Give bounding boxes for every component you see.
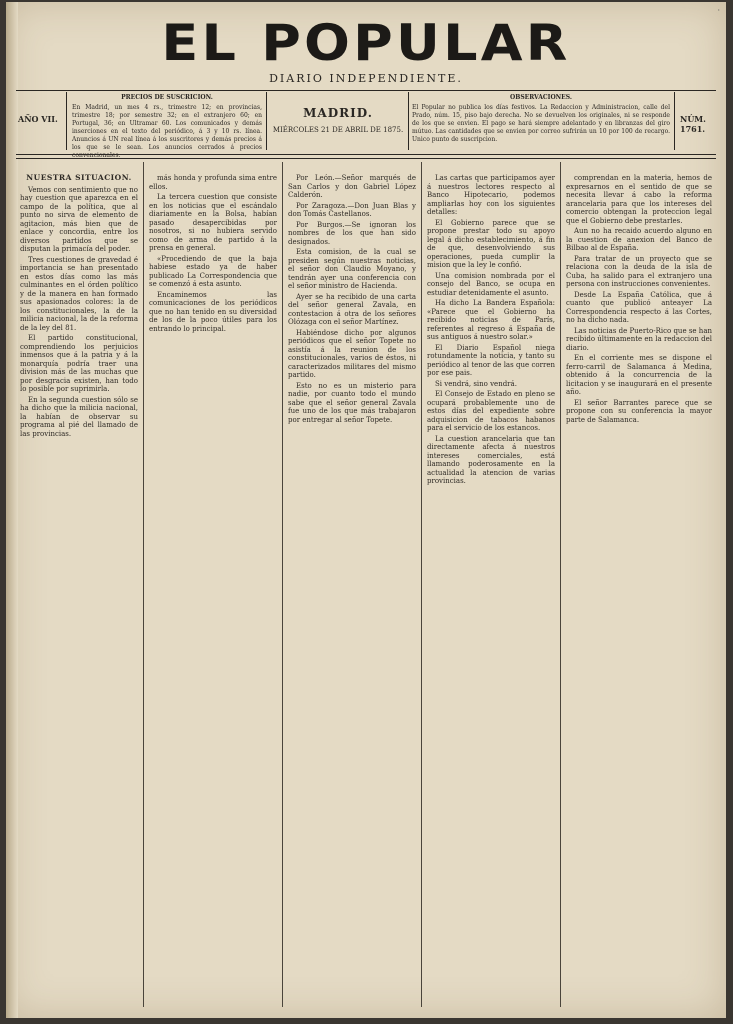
observations-title: OBSERVACIONES. [510, 94, 572, 101]
page-corner-mark: · [717, 6, 720, 15]
newspaper-subtitle: DIARIO INDEPENDIENTE. [269, 72, 463, 85]
newspaper-title: EL POPULAR [161, 14, 571, 72]
column-rule [143, 162, 144, 1007]
issue-date: MIÉRCOLES 21 DE ABRIL DE 1875. [272, 126, 404, 134]
paragraph: En el corriente mes se dispone el ferro-carril de Salamanca á Medina, obtenido á la concurrencia de la licitacion y se inaugurará en el presente año. [566, 354, 712, 396]
paragraph: Ayer se ha recibido de una carta del señor general Zavala, en contestacion á otra de los señores Olózaga con el señor Martínez. [288, 292, 416, 326]
paragraph: Si vendrá, sino vendrá. [435, 379, 517, 388]
header-band [16, 92, 716, 159]
paragraph: «Procediendo de que la baja habiese estado ya de haber publicado La Correspondencia que se comenzó á esta asunto. [149, 254, 277, 288]
header-bottom-rule-2 [16, 158, 716, 159]
year-label: AÑO VII. [18, 114, 58, 124]
article-title: NUESTRA SITUACION. [26, 174, 132, 182]
column-2 [149, 174, 277, 994]
paragraph: más honda y profunda sima entre ellos. [149, 174, 277, 191]
header-divider [674, 92, 675, 150]
city-name: MADRID. [303, 106, 373, 120]
masthead [6, 16, 726, 85]
column-5 [566, 174, 712, 994]
column-rule [421, 162, 422, 1007]
paragraph: Las noticias de Puerto-Rico que se han recibido últimamente en la redaccion del diario. [566, 326, 712, 352]
paragraph: Esto no es un misterio para nadie, por cuanto todo el mundo sabe que el señor general Zavala fue uno de los que más trabajaron por entregar al señor Topete. [288, 381, 416, 424]
paragraph: Aun no ha recaido acuerdo alguno en la cuestion de anexion del Banco de Bilbao al de España. [566, 227, 712, 252]
subscription-text: En Madrid, un mes 4 rs., trimestre 12; en provincias, trimestre 18; por semestre 32; en el extranjero 60; en Portugal, 36; en Ultramar 60. Los comunicados y demás inserciones en el texto del periódico, á 3 y 10 rs. línea. Anuncios á UN real línea á los suscritores y demás precios á los que se le sean. Los anuncios cerrados á precios convencionales. [72, 104, 262, 159]
paragraph: Por Burgos.—Se ignoran los nombres de los que han sido designados. [288, 220, 416, 246]
paragraph: Vemos con sentimiento que no hay cuestion que aparezca en el campo de la política, que al punto no sirva de elemento de agitacion, más bien que de enlace y concordia, entre los diversos partidos que se disputan la primacía del poder. [20, 185, 138, 253]
paragraph: Para tratar de un proyecto que se relaciona con la deuda de la isla de Cuba, ha salido para el extranjero una persona con instrucciones convenientes. [566, 254, 712, 288]
header-divider [66, 92, 67, 150]
column-4 [427, 174, 555, 994]
paragraph: Las cartas que participamos ayer á nuestros lectores respecto al Banco Hipotecario, podemos ampliarlas hoy con los siguientes detalles: [427, 174, 555, 216]
paragraph: El Gobierno parece que se propone prestar todo su apoyo legal á dicho establecimiento, á fin de que, desenvolviendo sus operaciones, pueda cumplir la mision que la ley le confió. [427, 218, 555, 269]
header-divider [266, 92, 267, 150]
paragraph: Encaminemos las comunicaciones de los periódicos que no han tenido en su diversidad de los de la poco útiles para los entrando lo principal. [149, 290, 277, 333]
paragraph: Desde La España Católica, que á cuanto que publicó anteayer La Correspondencia respecto á las Cortes, no ha dicho nada. [566, 290, 712, 324]
paragraph: Por Zaragoza.—Don Juan Blas y don Tomás Castellanos. [288, 201, 416, 218]
paragraph: Ha dicho La Bandera Española: «Parece que el Gobierno ha recibido noticias de París, referentes al regreso á España de sus antiguos á nuestro solar.» [427, 299, 555, 341]
header-divider [408, 92, 409, 150]
observations-text: El Popular no publica los días festivos. La Redaccion y Administracion, calle del Prado, núm. 15, piso bajo derecha. No se devuelven los originales, ni se responde de los que se envien. El pago se hará siempre adelantado y en libranzas del giro mútuo. Las cantidades que se envien por correo sufrirán un 10 por 100 de recargo. Unico punto de suscripcion. [412, 104, 670, 143]
paragraph: El partido constitucional, comprendiendo los perjuicios inmensos que á la patria y á la monarquía podría traer una division más de las muchas que por desgracia existen, han todo lo posible por suprimirla. [20, 334, 138, 393]
header-bottom-rule [16, 154, 716, 155]
paragraph: Esta comision, de la cual se presiden según nuestras noticias, el señor don Claudio Moyano, y tendrán ayer una conferencia con el señor ministro de Hacienda. [288, 248, 416, 290]
column-1 [20, 174, 138, 994]
paragraph: Por León.—Señor marqués de San Carlos y don Gabriel López Calderón. [288, 174, 416, 199]
paragraph: La cuestion arancelaria que tan directamente afecta á nuestros intereses comerciales, está llamando poderosamente en la actualidad la atencion de varias provincias. [427, 434, 555, 485]
issue-number: NÚM. 1761. [680, 114, 706, 134]
paragraph: El señor Barrantes parece que se propone con su conferencia la mayor parte de Salamanca. [566, 398, 712, 424]
paragraph: Una comision nombrada por el consejo del Banco, se ocupa en estudiar detenidamente el asunto. [427, 271, 555, 297]
paragraph: Tres cuestiones de gravedad é importancia se han presentado en estos días como las más culminantes en el órden político y de la manera en han formado sus apasionados colores: la de los constitucionales, la de la milicia nacional, la de la reforma de la ley del 81. [20, 255, 138, 332]
subscription-title: PRECIOS DE SUSCRICION. [121, 94, 213, 101]
paragraph: El Diario Español niega rotundamente la noticia, y tanto su periódico al tenor de las que corren por ese pais. [427, 343, 555, 377]
paragraph: El Consejo de Estado en pleno se ocupará probablemente uno de estos días del expediente sobre adquisicion de tabacos habanos para el servicio de los estancos. [427, 390, 555, 432]
newspaper-page [6, 2, 726, 1018]
paragraph: En la segunda cuestion sólo se ha dicho que la milicia nacional, la habían de observar su programa al pié del llamado de las provincias. [20, 395, 138, 438]
paragraph: La tercera cuestion que consiste en los noticias que el escándalo diariamente en la Bolsa, habían pasado desapercibidas por nosotros, si no hubiera servido como de arma de partido á la prensa en general. [149, 193, 277, 252]
column-3 [288, 174, 416, 994]
paragraph: comprendan en la materia, hemos de expresarnos en el sentido de que se necesita llevar á cabo la reforma arancelaria para que los intereses del comercio obtengan la proteccion legal que el Gobierno debe prestarles. [566, 174, 712, 225]
paragraph: Habiéndose dicho por algunos periódicos que el señor Topete no asistía á la reunion de los constitucionales, varios de éstos, ni caracterizados militares del mismo partido. [288, 328, 416, 379]
column-rule [560, 162, 561, 1007]
column-rule [282, 162, 283, 1007]
header-top-rule [16, 90, 716, 91]
